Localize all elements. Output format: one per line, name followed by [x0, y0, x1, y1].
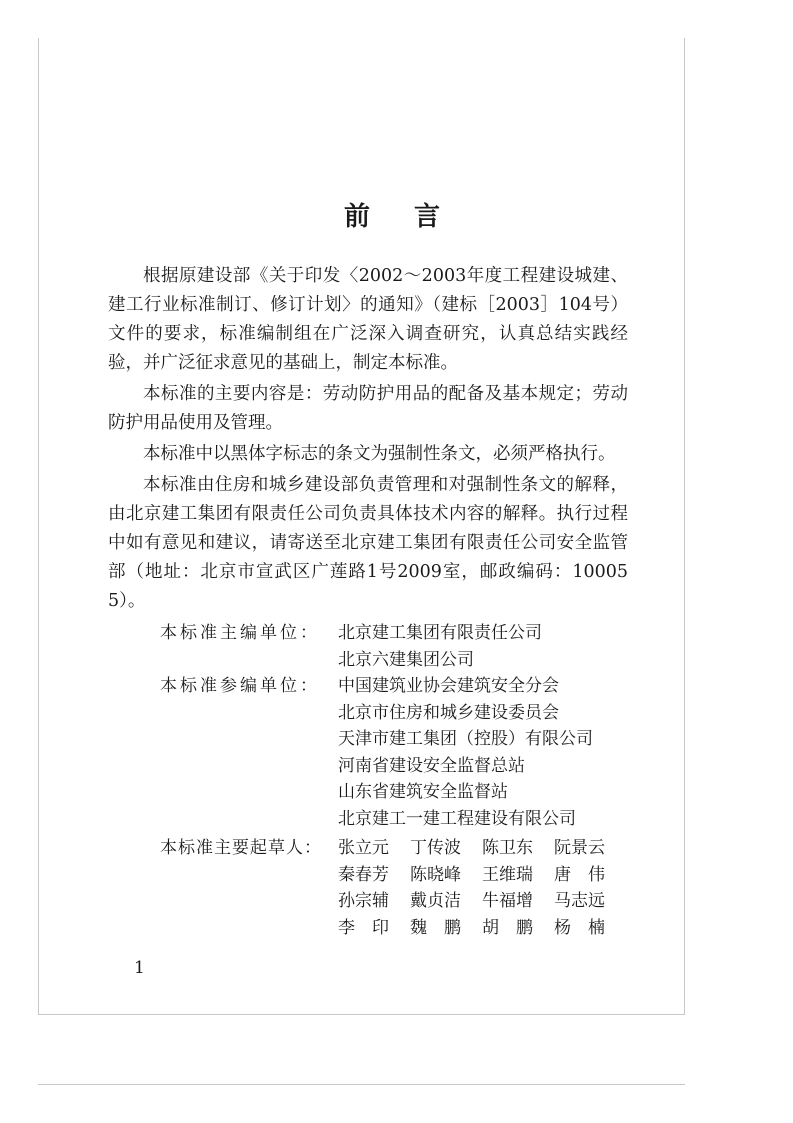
participating-unit: 北京市住房和城乡建设委员会 [338, 702, 559, 723]
label-spacer [108, 806, 338, 833]
label-spacer [108, 700, 338, 727]
unit-row [108, 779, 628, 806]
paragraph: 根据原建设部《关于印发〈2002～2003年度工程建设城建、建工行业标准制订、修订计划〉的通知》（建标［2003］104号）文件的要求，标准编制组在广泛深入调查研究，认真总结实践经验，并广泛征求意见的基础上，制定本标准。 [108, 266, 628, 373]
drafter-name: 秦春芳 [338, 864, 389, 885]
unit-row [108, 806, 628, 833]
title-char: 前 [343, 202, 414, 232]
drafters-list [108, 835, 628, 941]
drafter-row [108, 835, 628, 862]
drafter-name: 阮景云 [554, 838, 605, 858]
label-spacer [108, 726, 338, 753]
participating-unit: 山东省建筑安全监督站 [338, 782, 508, 802]
drafter-row [108, 862, 628, 889]
paragraph: 本标准的主要内容是：劳动防护用品的配备及基本规定；劳动防护用品使用及管理。 [108, 384, 628, 433]
page-number: 1 [134, 958, 145, 978]
label-spacer [108, 915, 338, 942]
page-border-left [38, 38, 39, 1015]
paragraph: 本标准中以黑体字标志的条文为强制性条文，必须严格执行。 [143, 444, 616, 464]
unit-row [108, 726, 628, 753]
title-char: 言 [414, 202, 485, 232]
chief-unit-label: 本标准主编单位： [160, 623, 320, 643]
paragraph: 本标准由住房和城乡建设部负责管理和对强制性条文的解释，由北京建工集团有限责任公司负责具体技术内容的解释。执行过程中如有意见和建议，请寄送至北京建工集团有限责任公司安全监管部（地址：北京市宣武区广莲路1号2009室，邮政编码：100055）。 [108, 475, 628, 611]
drafter-name: 陈卫东 [482, 838, 533, 858]
chief-unit: 北京六建集团公司 [338, 649, 474, 670]
participating-unit: 天津市建工集团（控股）有限公司 [338, 729, 593, 749]
drafter-name: 张立元 [338, 838, 389, 858]
participating-unit: 北京建工一建工程建设有限公司 [338, 808, 576, 829]
drafter-name: 魏 鹏 [410, 917, 461, 938]
drafter-name: 李 印 [338, 917, 389, 938]
drafter-name: 唐 伟 [554, 864, 605, 885]
drafter-name: 马志远 [554, 891, 605, 911]
next-page-divider [38, 1084, 685, 1085]
participating-unit: 中国建筑业协会建筑安全分会 [338, 676, 559, 696]
drafter-name: 牛福增 [482, 891, 533, 911]
unit-row [108, 673, 628, 700]
drafter-name: 孙宗辅 [338, 891, 389, 911]
label-spacer [108, 888, 338, 915]
drafter-row [108, 915, 628, 942]
unit-row [108, 647, 628, 674]
unit-row [108, 700, 628, 727]
drafter-row [108, 888, 628, 915]
label-spacer [108, 779, 338, 806]
drafter-name: 陈晓峰 [410, 864, 461, 885]
page-border-right [684, 38, 685, 1015]
label-spacer [108, 753, 338, 780]
drafter-name: 丁传波 [410, 838, 461, 858]
drafter-name: 戴贞洁 [410, 891, 461, 911]
unit-row [108, 753, 628, 780]
label-spacer [108, 647, 338, 674]
units-list [108, 620, 628, 832]
drafter-name: 胡 鹏 [482, 917, 533, 938]
drafters-label: 本标准主要起草人： [160, 838, 322, 858]
preface-body [108, 262, 628, 618]
participating-unit-label: 本标准参编单位： [160, 676, 320, 696]
page-border-bottom [38, 1014, 685, 1015]
drafter-name: 王维瑞 [482, 864, 533, 885]
drafter-name: 杨 楠 [554, 917, 605, 938]
page-title [0, 196, 784, 233]
unit-row [108, 620, 628, 647]
label-spacer [108, 862, 338, 889]
participating-unit: 河南省建设安全监督总站 [338, 755, 525, 776]
chief-unit: 北京建工集团有限责任公司 [338, 623, 542, 643]
